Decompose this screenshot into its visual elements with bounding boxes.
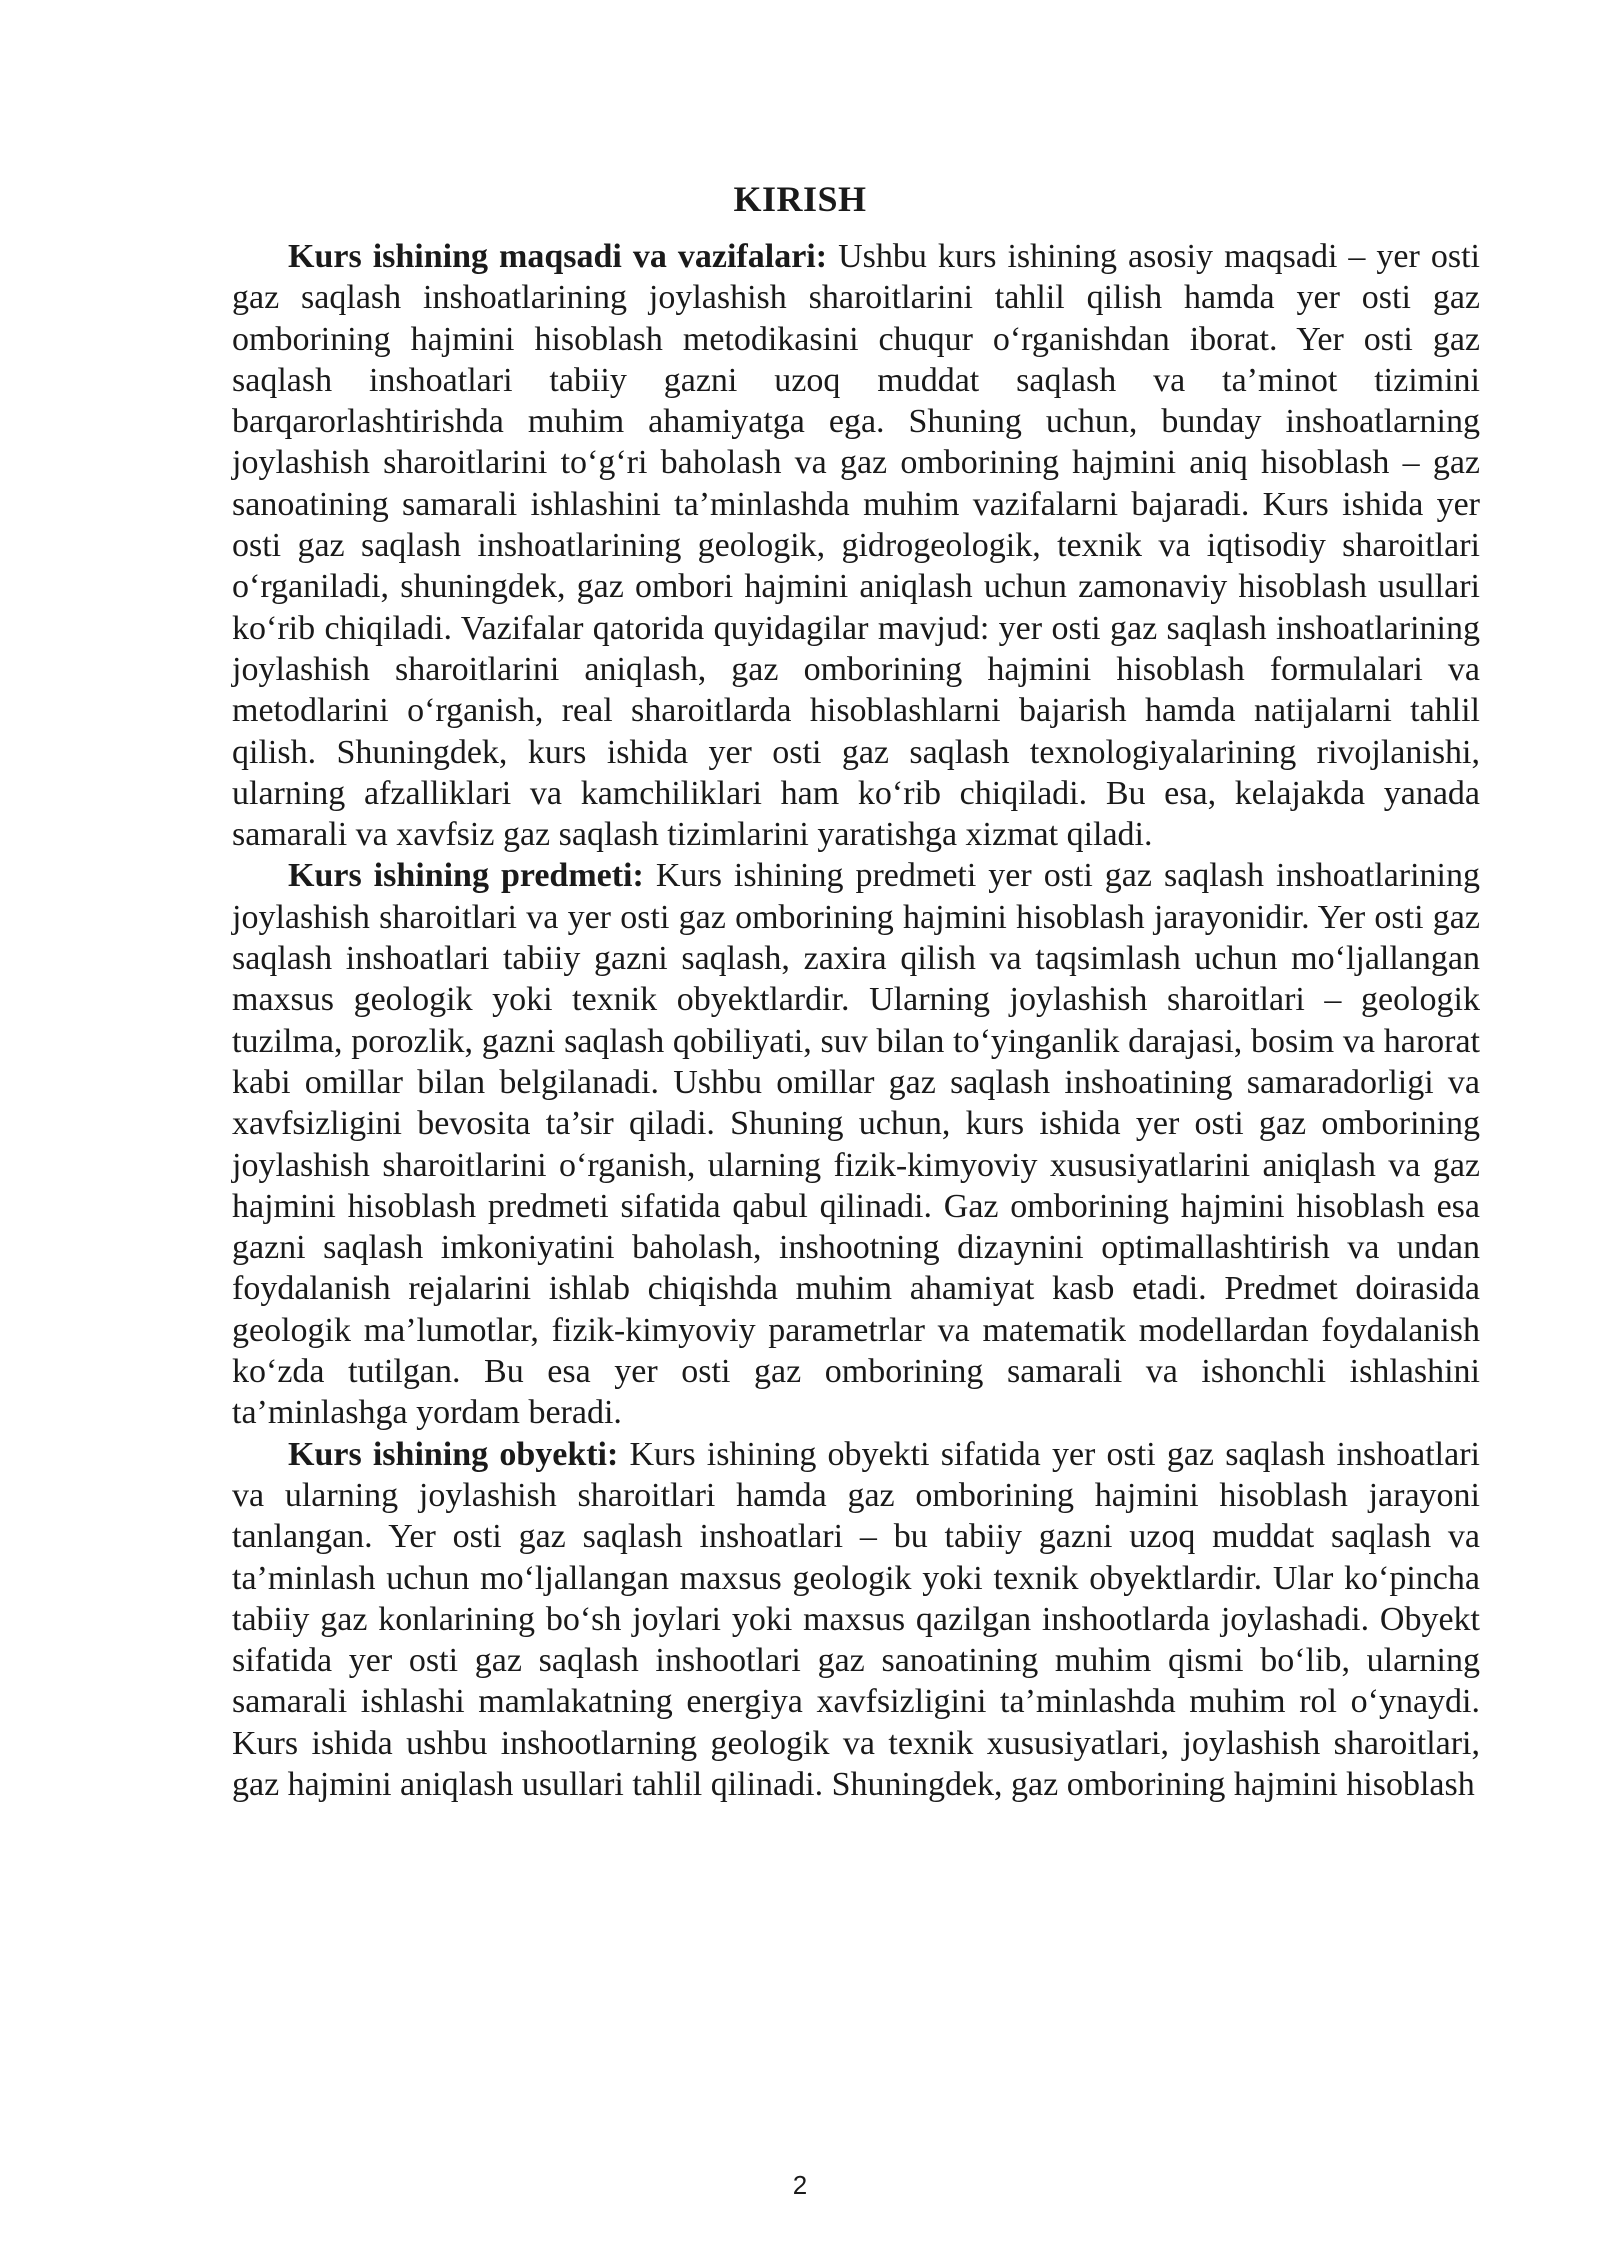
paragraph-lead: Kurs ishining obyekti: bbox=[288, 1435, 619, 1473]
paragraph-object bbox=[232, 1434, 1480, 1806]
paragraph-text: Ushbu kurs ishining asosiy maqsadi – yer osti gaz saqlash inshoatlarining joylashish sharoitlarini tahlil qilish hamda yer osti gaz omborining hajmini hisoblash metodikasini chuqur o‘rganishdan iborat. Yer osti gaz saqlash inshoatlari tabiiy gazni uzoq muddat saqlash va ta’minot tizimini barqarorlashtirishda muhim ahamiyatga ega. Shuning uchun, bunday inshoatlarning joylashish sharoitlarini to‘g‘ri baholash va gaz omborining hajmini aniq hisoblash – gaz sanoatining samarali ishlashini ta’minlashda muhim vazifalarni bajaradi. Kurs ishida yer osti gaz saqlash inshoatlarining geologik, gidrogeologik, texnik va iqtisodiy sharoitlari o‘rganiladi, shuningdek, gaz ombori hajmini aniqlash uchun zamonaviy hisoblash usullari ko‘rib chiqiladi. Vazifalar qatorida quyidagilar mavjud: yer osti gaz saqlash inshoatlarining joylashish sharoitlarini aniqlash, gaz omborining hajmini hisoblash formulalari va metodlarini o‘rganish, real sharoitlarda hisoblashlarni bajarish hamda natijalarni tahlil qilish. Shuningdek, kurs ishida yer osti gaz saqlash texnologiyalarining rivojlanishi, ularning afzalliklari va kamchiliklari ham ko‘rib chiqiladi. Bu esa, kelajakda yanada samarali va xavfsiz gaz saqlash tizimlarini yaratishga xizmat qiladi. bbox=[232, 238, 1480, 854]
paragraph-lead: Kurs ishining maqsadi va vazifalari: bbox=[288, 238, 828, 275]
page-number: 2 bbox=[792, 2170, 808, 2200]
body-text bbox=[232, 236, 1480, 1805]
paragraph-text: Kurs ishining obyekti sifatida yer osti gaz saqlash inshoatlari va ularning joylashish sharoitlari hamda gaz omborining hajmini hisoblash jarayoni tanlangan. Yer osti gaz saqlash inshoatlari – bu tabiiy gazni uzoq muddat saqlash va ta’minlash uchun mo‘ljallangan maxsus geologik yoki texnik obyektlardir. Ular ko‘pincha tabiiy gaz konlarining bo‘sh joylari yoki maxsus qazilgan inshootlarda joylashadi. Obyekt sifatida yer osti gaz saqlash inshootlari gaz sanoatining muhim qismi bo‘lib, ularning samarali ishlashi mamlakatning energiya xavfsizligini ta’minlashda muhim rol o‘ynaydi. Kurs ishida ushbu inshootlarning geologik va texnik xususiyatlari, joylashish sharoitlari, gaz hajmini aniqlash usullari tahlil qilinadi. Shuningdek, gaz omborining hajmini hisoblash bbox=[232, 1435, 1480, 1803]
paragraph-goals bbox=[232, 236, 1480, 855]
paragraph-text: Kurs ishining predmeti yer osti gaz saqlash inshoatlarining joylashish sharoitlari va yer osti gaz omborining hajmini hisoblash jarayonidir. Yer osti gaz saqlash inshoatlari tabiiy gazni saqlash, zaxira qilish va taqsimlash uchun mo‘ljallangan maxsus geologik yoki texnik obyektlardir. Ularning joylashish sharoitlari – geologik tuzilma, porozlik, gazni saqlash qobiliyati, suv bilan to‘yinganlik darajasi, bosim va harorat kabi omillar bilan belgilanadi. Ushbu omillar gaz saqlash inshoatining samaradorligi va xavfsizligini bevosita ta’sir qiladi. Shuning uchun, kurs ishida yer osti gaz omborining joylashish sharoitlarini o‘rganish, ularning fizik-kimyoviy xususiyatlarini aniqlash va gaz hajmini hisoblash predmeti sifatida qabul qilinadi. Gaz omborining hajmini hisoblash esa gazni saqlash imkoniyatini baholash, inshootning dizaynini optimallashtirish va undan foydalanish rejalarini ishlab chiqishda muhim ahamiyat kasb etadi. Predmet doirasida geologik ma’lumotlar, fizik-kimyoviy parametrlar va matematik modellardan foydalanish ko‘zda tutilgan. Bu esa yer osti gaz omborining samarali va ishonchli ishlashini ta’minlashga yordam beradi. bbox=[232, 857, 1481, 1432]
page-title: KIRISH bbox=[733, 179, 867, 220]
paragraph-subject bbox=[232, 855, 1480, 1433]
paragraph-lead: Kurs ishining predmeti: bbox=[288, 857, 644, 895]
